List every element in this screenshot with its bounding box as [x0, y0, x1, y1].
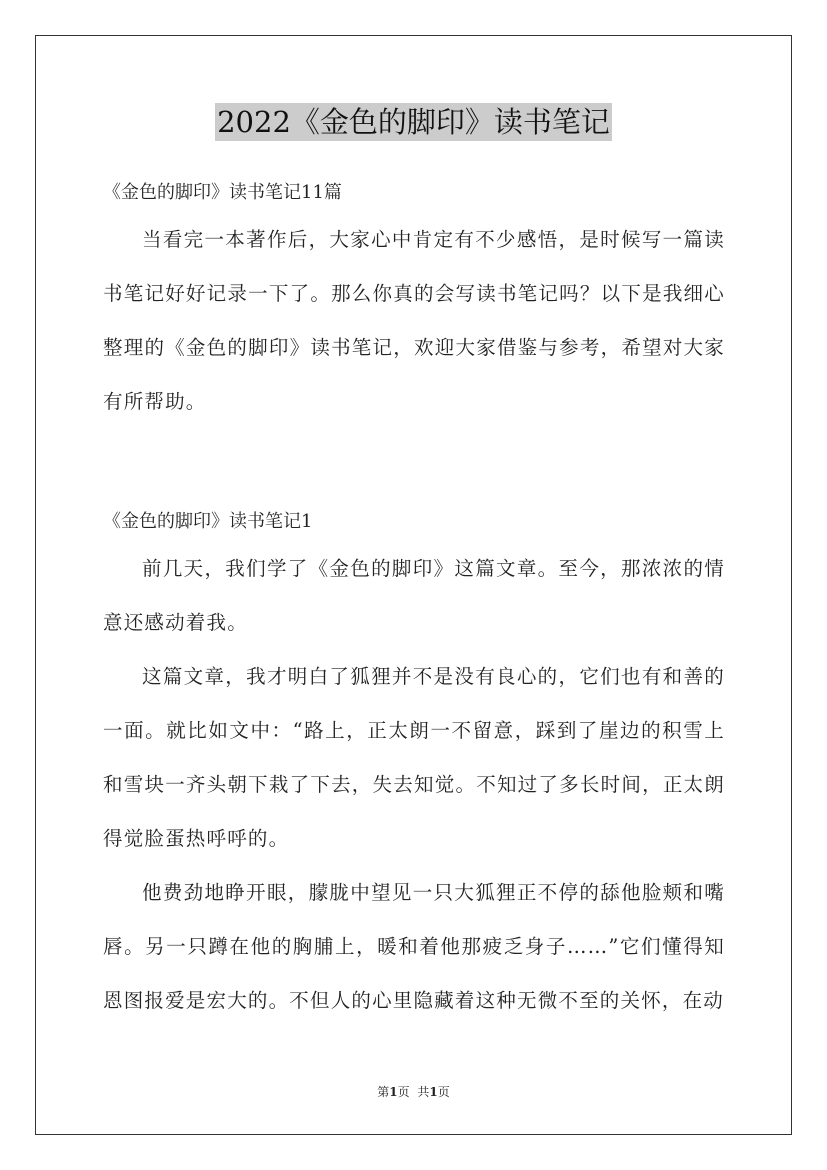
- body-paragraph: 前几天，我们学了《金色的脚印》这篇文章。至今，那浓浓的情意还感动着我。: [103, 557, 725, 634]
- document-body: [103, 173, 725, 1028]
- page-number: 1: [389, 1085, 398, 1099]
- total-suffix: 页: [437, 1085, 450, 1099]
- total-prefix: 共: [417, 1085, 430, 1099]
- title-container: [0, 103, 827, 141]
- total-pages: 1: [429, 1085, 438, 1099]
- intro-paragraph: 当看完一本著作后，大家心中肯定有不少感悟，是时候写一篇读书笔记好好记录一下了。那么你真的会写读书笔记吗？以下是我细心整理的《金色的脚印》读书笔记，欢迎大家借鉴与参考，希望对大家有所帮助。: [103, 228, 725, 413]
- page-prefix: 第: [377, 1085, 390, 1099]
- page-footer: [0, 1083, 827, 1101]
- body-paragraph: 这篇文章，我才明白了狐狸并不是没有良心的，它们也有和善的一面。就比如文中：“路上，正太朗一不留意，踩到了崖边的积雪上和雪块一齐头朝下栽了下去，失去知觉。不知过了多长时间，正太朗得觉脸蛋热呼呼的。: [103, 665, 725, 850]
- body-paragraph: 他费劲地睁开眼，朦胧中望见一只大狐狸正不停的舔他脸颊和嘴唇。另一只蹲在他的胸脯上，暖和着他那疲乏身子……”它们懂得知恩图报爱是宏大的。不但人的心里隐藏着这种无微不至的关怀，在动: [103, 881, 725, 1012]
- page-suffix: 页: [397, 1085, 410, 1099]
- section-heading: 《金色的脚印》读书笔记1: [103, 511, 313, 532]
- document-title: 2022《金色的脚印》读书笔记: [217, 105, 610, 139]
- subtitle: 《金色的脚印》读书笔记11篇: [103, 182, 342, 203]
- section-spacer: [103, 429, 725, 502]
